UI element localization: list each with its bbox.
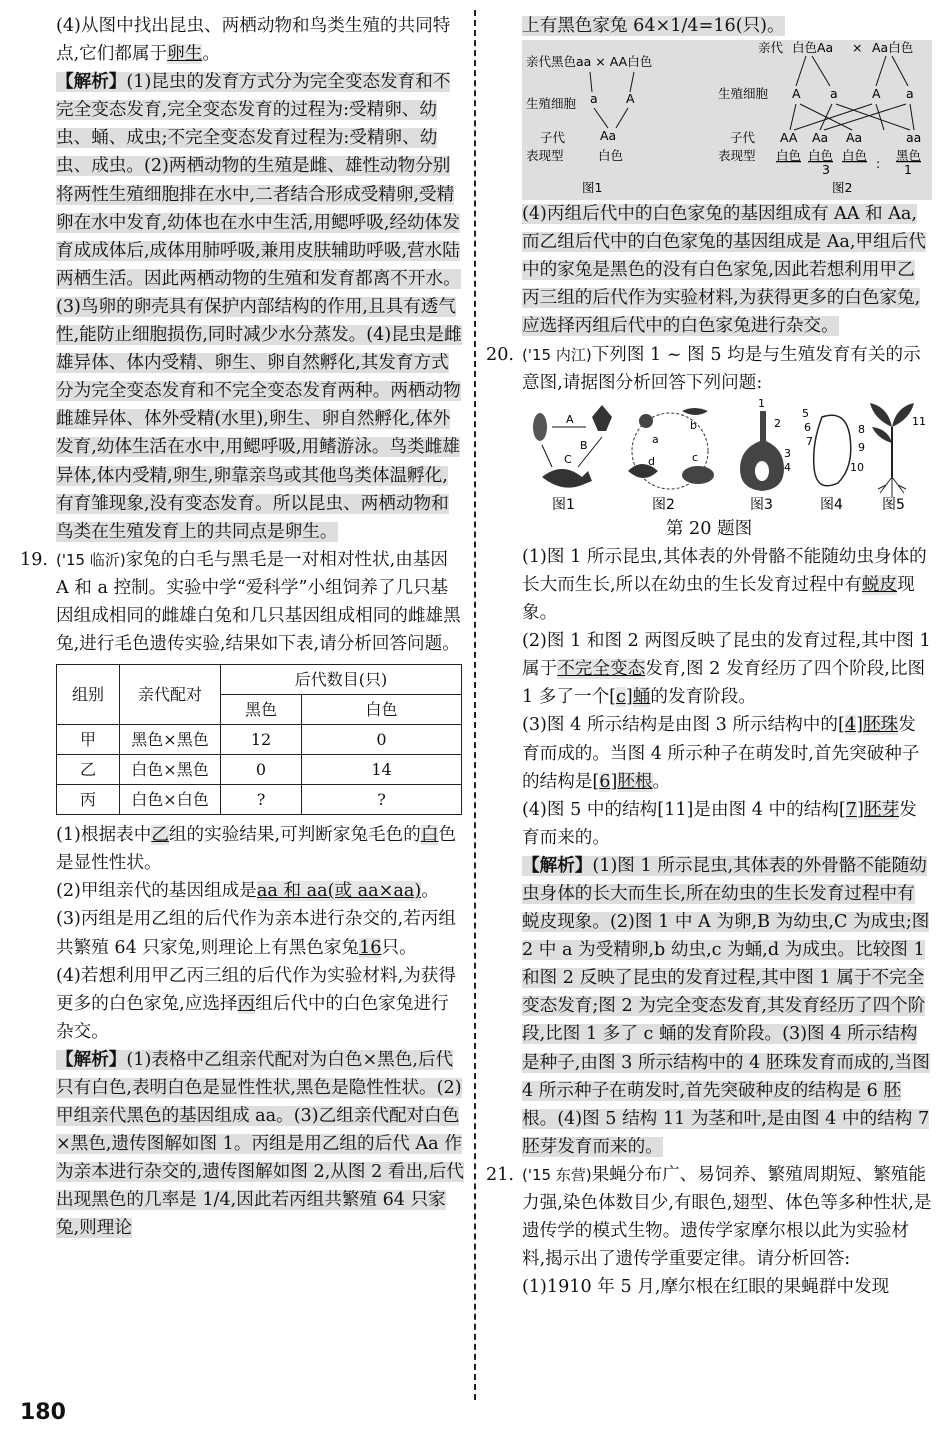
q20-part2-tail: 的发育阶段。 (650, 687, 756, 708)
fig2-phenotype-label: 表现型 (718, 148, 756, 164)
q18-part4-tail: 。 (202, 44, 220, 65)
q19-part4 (20, 962, 464, 1046)
q18-analysis-text: (1)昆虫的发育方式分为完全变态发育和不完全变态发育,完全变态发育的过程为:受精卵、幼虫、蛹、成虫;不完全变态发育过程为:受精卵、幼虫、成虫。(2)两栖动物的生殖是雌、雄性动物分别将两性生殖细胞排在水中,二者结合形成受精卵,受精卵在水中发育,幼体也在水中生活,用鳃呼吸,经幼体发育成成体后,成体用肺呼吸,兼用皮肤辅助呼吸,营水陆两栖生活。因此两栖动物的生殖和发育都离不开水。(3)鸟卵的卵壳具有保护内部结构的作用,且具有透气性,能防止细胞损伤,同时减少水分蒸发。(4)昆虫是雌雄异体、体内受精、卵生、卵自然孵化,其发育方式分为完全变态发育和不完全变态发育两种。两栖动物雌雄异体、体外受精(水里),卵生、卵自然孵化,体外发育,幼体生活在水中,用鳃呼吸,用鳍游泳。鸟类雌雄异体,体内受精,卵生,卵靠亲鸟或其他鸟类体温孵化,有育雏现象,没有变态发育。所以昆虫、两栖动物和鸟类在生殖发育上的共同点是卵生。 (56, 72, 462, 542)
q20-part2 (486, 627, 932, 711)
q19-part3-text: (3)丙组是用乙组的后代作为亲本进行杂交的,若丙组共繁殖 64 只家兔,则理论上有黑色家兔 (56, 909, 456, 958)
q20-number: 20. (486, 344, 514, 365)
q19-part3-tail: 只。 (381, 937, 417, 958)
q20-fig2-complete-metamorphosis (628, 408, 714, 489)
fig2-mark: b (690, 418, 697, 432)
table-row (57, 755, 462, 785)
q19-part2 (20, 877, 464, 905)
fig3-mark: 3 (784, 446, 791, 460)
fig-label: 图2 (652, 496, 675, 513)
q20-analysis (486, 852, 932, 1161)
q20-part3-answer4: 胚根 (617, 771, 653, 792)
q20-part2-text: (2)图 1 和图 2 两图反映了昆虫的发育过程,其中图 1 属于 (522, 631, 931, 680)
q20-fig4-seed (802, 407, 865, 486)
q19-part4-tail: 组后代中的白色家兔进行杂交。 (56, 993, 449, 1042)
cell-parent: 黑色×黑色 (120, 725, 221, 755)
fig2-parent-right: Aa白色 (872, 40, 914, 56)
results-table (56, 664, 462, 815)
q20-stem (486, 341, 932, 397)
fig2-offspring-label: 子代 (730, 130, 756, 146)
left-column (20, 12, 464, 1243)
fig1-phenotype: 白色 (598, 148, 624, 164)
q19-part4-text: (4)若想利用甲乙丙三组的后代作为实验材料,为获得更多的白色家兔,应选择 (56, 965, 456, 1014)
th-group: 组别 (57, 665, 120, 725)
fig-label: 图3 (750, 496, 773, 513)
table-row (57, 725, 462, 755)
fig1-parent: 亲代黑色aa × AA白色 (526, 54, 653, 70)
fig4-mark: 7 (806, 434, 813, 448)
fig2-ratio-right: 1 (904, 162, 912, 178)
q20-source: ('15 内江) (522, 345, 592, 364)
cell-white: ? (302, 785, 462, 815)
fig1-gamete-a: a (590, 91, 598, 107)
fig1-mark: A (566, 412, 574, 426)
q19-part2-text: (2)甲组亲代的基因组成是 (56, 881, 257, 902)
q20-part4 (486, 796, 932, 852)
fig2-offspring: AA (780, 130, 798, 146)
th-white: 白色 (302, 695, 462, 725)
fig2-arrow (812, 56, 830, 86)
q20-part1-text: (1)图 1 所示昆虫,其体表的外骨骼不能随幼虫身体的长大而生长,所以在幼虫的生长发育过程中有 (522, 546, 927, 595)
q19-part1-tail: 色是显性性状。 (56, 825, 457, 874)
cell-group: 甲 (57, 725, 120, 755)
fig2-phenotype: 白色 (808, 148, 834, 164)
fig4-mark: 8 (858, 422, 865, 436)
fig1-arrow (616, 108, 628, 128)
genetic-diagram-svg (522, 40, 932, 200)
genetic-diagrams (522, 40, 932, 200)
fig3-mark: 4 (784, 460, 791, 474)
fig-label: 图1 (552, 496, 575, 513)
pupa-shape (682, 466, 714, 484)
fig2-arrow (790, 104, 796, 130)
fig1-phenotype-label: 表现型 (526, 148, 564, 164)
fig4-mark: 6 (804, 420, 811, 434)
q20-fig3-pistil (740, 397, 791, 491)
fig2-phenotype: 白色 (776, 148, 802, 164)
cell-parent: 白色×白色 (120, 785, 221, 815)
q20-part3 (486, 711, 932, 795)
right-column (486, 12, 932, 1301)
fig1-offspring-label: 子代 (540, 130, 566, 146)
fig2-offspring: Aa (846, 130, 863, 146)
fig2-mark: a (652, 432, 659, 446)
q19-analysis-part4 (486, 200, 932, 340)
q19-part1-answer1: 乙 (151, 825, 169, 846)
fig2-gamete: a (906, 86, 914, 102)
table-row (57, 785, 462, 815)
fig2-mark: d (648, 454, 655, 468)
q19-analysis-text: (1)表格中乙组亲代配对为白色×黑色,后代只有白色,表明白色是显性性状,黑色是隐性性状。(2)甲组亲代黑色的基因组成 aa。(3)乙组亲代配对白色×黑色,遗传图解如图 1。丙组是用乙组的后代 Aa 作为亲本进行杂交的,遗传图解如图 2,从图 2 看出,后代出现黑色的几率是 1/4,因此若丙组共繁殖 64 只家兔,则理论 (56, 1049, 464, 1239)
q19-stem-text: 家兔的白毛与黑毛是一对相对性状,由基因 A 和 a 控制。实验中学“爱科学”小组饲养了几只基因组成相同的雌雄白兔和几只基因组成相同的雌雄黑兔,进行毛色遗传实验,结果如下表,请分析回答问题。 (56, 549, 461, 655)
fig2-parent-left: 白色Aa (792, 40, 834, 56)
q18-part4-text: (4)从图中找出昆虫、两栖动物和鸟类生殖的共同特点,它们都属于 (56, 16, 451, 65)
q20-stem-text: 下列图 1 ~ 图 5 均是与生殖发育有关的示意图,请据图分析回答下列问题: (522, 344, 921, 393)
fig1-mark: B (580, 438, 588, 452)
fig2-gamete-label: 生殖细胞 (718, 86, 769, 102)
q19-analysis-cont-text: 上有黑色家兔 64×1/4=16(只)。 (522, 16, 785, 36)
q20-part4-text: (4)图 5 中的结构[11]是由图 4 中的结构[ (522, 799, 846, 820)
fig1-arrow (630, 72, 634, 92)
q20-part2-text2: 发育,图 2 发育经历了四个阶段,比图 1 多了一个[ (522, 659, 926, 708)
page-number: 180 (20, 1400, 66, 1425)
fig1-cycle-arrow (542, 445, 552, 467)
fig1-arrow (594, 108, 608, 128)
q20-part3-answer1: 4 (844, 715, 857, 736)
q20-part3-tail: 。 (652, 771, 671, 792)
fig1-arrow (590, 72, 592, 92)
larva-shape (682, 408, 708, 415)
q18-part4-answer: 卵生 (167, 44, 203, 65)
q19-part1-answer2: 白 (420, 825, 439, 846)
q21-stem-text: 果蝇分布广、易饲养、繁殖周期短、繁殖能力强,染色体数目少,有眼色,翅型、体色等多种性状,是遗传学的模式生物。遗传学家摩尔根以此为实验材料,揭示出了遗传学重要定律。请分析回答: (522, 1164, 932, 1270)
th-parent: 亲代配对 (120, 665, 221, 725)
q21-stem (486, 1161, 932, 1273)
q19-stem (20, 546, 464, 658)
q20-analysis-text: (1)图 1 所示昆虫,其体表的外骨骼不能随幼虫身体的长大而生长,所在幼虫的生长发育过程中有蜕皮现象。(2)图 1 中 A 为卵,B 为幼虫,C 为成虫;图 2 中 a 为受精卵,b 幼虫,c 为蛹,d 为成虫。比较图 1 和图 2 反映了昆虫的发育过程,其中图 1 属于不完全变态发育;图 2 为完全变态发育,其发育经历了四个阶段,比图 1 多了 c 蛹的发育阶段。(3)图 4 所示结构是种子,由图 3 所示结构中的 4 胚珠发育而成的,当图 4 所示种子在萌发时,首先突破种皮的结构是 6 胚根。(4)图 5 结构 11 为茎和叶,是由图 4 中的结构 7 胚芽发育而来的。 (522, 855, 930, 1157)
fig5-mark: 11 (912, 414, 926, 428)
fig1-offspring: Aa (600, 128, 617, 144)
q21-part1: (1)1910 年 5 月,摩尔根在红眼的果蝇群中发现 (522, 1277, 890, 1298)
q20-fig5-seedling (870, 403, 926, 497)
fig2-arrow (876, 56, 886, 86)
fig2-mark: c (692, 450, 699, 464)
diagram-fig1 (526, 54, 652, 195)
q19-source: ('15 临沂) (56, 550, 126, 569)
fig2-parent-label: 亲代 (758, 40, 784, 56)
ovule-shape (755, 461, 769, 481)
fig2-arrow (796, 56, 806, 86)
fig2-phenotype: 黑色 (896, 148, 922, 164)
q20-part1-answer: 蜕皮 (861, 574, 898, 595)
q18-part4 (20, 12, 464, 68)
q20-part2-answer2: c (616, 687, 626, 708)
fig2-arrow (794, 104, 872, 130)
fig1-gamete-A: A (626, 91, 635, 107)
q20-figures (522, 397, 932, 515)
fig1-mark: C (564, 452, 572, 466)
fig1-gamete-label: 生殖细胞 (526, 96, 577, 112)
fig3-mark: 1 (758, 396, 765, 410)
q19-part1-text: (1)根据表中 (56, 825, 152, 846)
cell-black: ? (221, 785, 302, 815)
q19-part3 (20, 905, 464, 961)
fig1-caption: 图1 (582, 180, 603, 196)
q20-part2-answer1: 不完全变态 (557, 659, 646, 680)
fig2-offspring: Aa (812, 130, 829, 146)
q20-part3-answer3: 6 (599, 771, 611, 792)
q20-part3-text2: 发育而成的。当图 4 所示种子在萌发时,首先突破种子的结构是[ (522, 715, 920, 792)
fig3-mark: 2 (774, 416, 781, 430)
column-divider (474, 10, 476, 1400)
fig2-offspring: aa (906, 130, 922, 146)
q20-part1 (486, 543, 932, 627)
fig2-gamete: A (872, 86, 881, 102)
fig4-mark: 10 (850, 460, 864, 474)
q20-part2-bracket: ] (625, 687, 633, 708)
q21-number: 21. (486, 1164, 514, 1185)
fig2-cross: × (852, 40, 863, 56)
seed-outline (814, 415, 851, 486)
q20-part3-bracket2: ] (610, 771, 618, 792)
q20-part4-answer1: 7 (845, 799, 857, 820)
q19-analysis (20, 1046, 464, 1243)
q20-part4-tail: 发育而来的。 (522, 799, 917, 848)
fig2-arrow (836, 104, 910, 130)
q20-part3-bracket: ] (856, 715, 863, 736)
fig4-mark: 9 (858, 440, 865, 454)
fig2-gamete: a (830, 86, 838, 102)
fig2-arrow (892, 56, 908, 86)
q19-part3-answer: 16 (359, 937, 382, 958)
adult-insect-shape (542, 469, 592, 488)
q20-figures-svg (522, 397, 926, 515)
fig4-mark: 5 (802, 406, 809, 420)
fig2-caption: 图2 (832, 180, 853, 196)
fig2-arrow (876, 104, 884, 130)
analysis-heading: 【解析】 (522, 855, 593, 876)
q20-part1-tail: 现象。 (522, 574, 915, 624)
egg-shape (533, 413, 547, 441)
cell-group: 丙 (57, 785, 120, 815)
fig2-arrow (824, 104, 906, 130)
q19-number: 19. (20, 549, 48, 570)
cell-group: 乙 (57, 755, 120, 785)
th-black: 黑色 (221, 695, 302, 725)
analysis-heading: 【解析】 (56, 72, 127, 93)
cell-white: 0 (302, 725, 462, 755)
analysis-heading: 【解析】 (56, 1049, 127, 1070)
cell-white: 14 (302, 755, 462, 785)
cell-parent: 白色×黑色 (120, 755, 221, 785)
diagram-fig2 (718, 40, 921, 195)
q20-part4-answer2: 胚芽 (863, 799, 900, 820)
q19-part1-text2: 组的实验结果,可判断家兔毛色的 (168, 825, 421, 846)
q19-part2-tail: 。 (421, 881, 439, 902)
fig-label: 图5 (882, 496, 905, 513)
q18-analysis (20, 68, 464, 546)
q20-part2-answer3: 蛹 (632, 687, 651, 708)
roots-shape (878, 477, 906, 497)
egg-cluster (639, 414, 653, 428)
fig2-arrow (910, 104, 914, 130)
cell-black: 12 (221, 725, 302, 755)
q20-fig1-insect (533, 405, 612, 488)
q20-figure-caption: 第 20 题图 (665, 518, 753, 539)
nymph-shape (592, 405, 612, 431)
fig2-phenotype: 白色 (842, 148, 868, 164)
th-offspring: 后代数目(只) (221, 665, 462, 695)
q19-part1 (20, 821, 464, 877)
q20-part3-answer2: 胚珠 (862, 715, 899, 736)
fig2-ratio-left: 3 (822, 162, 830, 178)
fig2-arrow (820, 104, 832, 130)
q19-part2-answer: aa 和 aa(或 aa×aa) (256, 881, 422, 902)
fig-label: 图4 (820, 496, 843, 513)
fig2-ratio-colon: : (876, 156, 881, 172)
q21-source: ('15 东营) (522, 1165, 592, 1184)
q19-analysis-continued (486, 12, 932, 40)
fig2-gamete: A (792, 86, 801, 102)
cell-black: 0 (221, 755, 302, 785)
q19-part4-answer: 丙 (237, 993, 256, 1014)
q20-part4-bracket: ] (857, 799, 864, 820)
q20-part3-text: (3)图 4 所示结构是由图 3 所示结构中的[ (522, 715, 845, 736)
q19-analysis4-text: (4)丙组后代中的白色家兔的基因组成有 AA 和 Aa,而乙组后代中的白色家兔的基因组成是 Aa,甲组后代中的家兔是黑色的没有白色家兔,因此若想利用甲乙丙三组的后代作为实验材料,为获得更多的白色家兔,应选择丙组后代中的白色家兔进行杂交。 (522, 204, 926, 337)
